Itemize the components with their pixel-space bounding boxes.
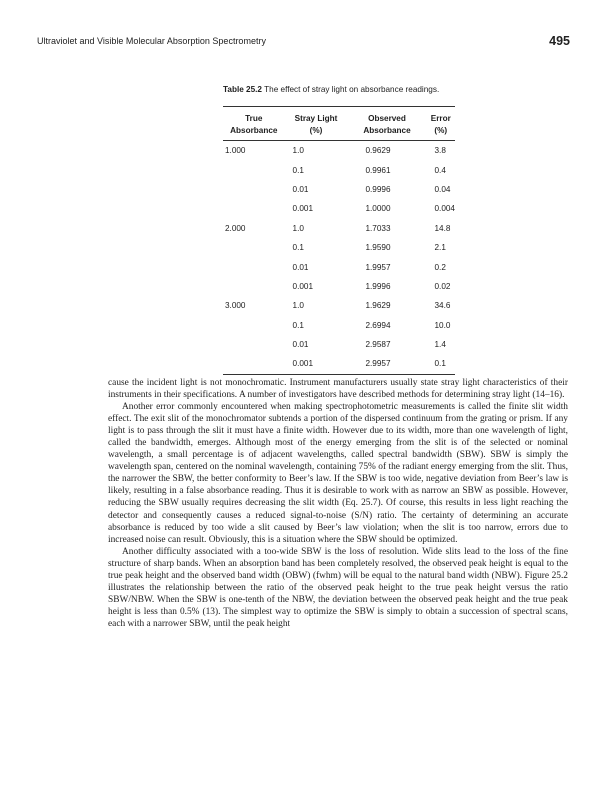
table-cell: 1.9957: [365, 262, 391, 272]
table-cell: 1.9590: [365, 243, 391, 253]
column-header: Observed Absorbance: [347, 107, 426, 141]
table-cell: 10.0: [434, 320, 451, 330]
table-cell: 1.0: [292, 223, 304, 233]
table-cell: 0.9629: [365, 146, 391, 156]
table-caption: [223, 84, 455, 96]
table-cell: 0.1: [427, 354, 456, 374]
body-text: [108, 377, 568, 630]
table-cell: 1.000: [225, 146, 246, 156]
table-cell: 0.9996: [365, 184, 391, 194]
table-caption-text: The effect of stray light on absorbance readings.: [264, 85, 440, 94]
table-cell: 2.1: [434, 243, 446, 253]
table-cell: [223, 180, 285, 199]
table-cell: 3.000: [225, 301, 246, 311]
table-cell: 2.6994: [365, 320, 391, 330]
table-cell: 0.1: [292, 165, 304, 175]
table-cell: [223, 238, 285, 257]
table-cell: [223, 257, 285, 276]
table-row: [223, 199, 455, 218]
table-cell: 0.1: [292, 320, 304, 330]
table-row: [223, 141, 455, 161]
table-cell: 0.04: [434, 184, 451, 194]
table-cell: 2.000: [225, 223, 246, 233]
table-cell: 1.9629: [365, 301, 391, 311]
table-cell: 34.6: [434, 301, 451, 311]
table-header-row: [223, 107, 455, 141]
table-cell: 0.001: [285, 354, 348, 374]
table-row: [223, 277, 455, 296]
table-body: [223, 141, 455, 375]
table-cell: 0.1: [292, 243, 304, 253]
table-cell: 1.0: [292, 301, 304, 311]
table-cell: [223, 354, 285, 374]
table-row: [223, 335, 455, 354]
table-row: [223, 296, 455, 315]
table-cell: 0.01: [292, 340, 309, 350]
column-header: Stray Light (%): [285, 107, 348, 141]
running-head: [37, 36, 570, 46]
table-row: [223, 219, 455, 238]
table-cell: 1.0000: [365, 204, 391, 214]
table-cell: 2.9587: [365, 340, 391, 350]
table-cell: 1.4: [434, 340, 446, 350]
column-header: Error (%): [427, 107, 456, 141]
column-header: True Absorbance: [223, 107, 285, 141]
table-cell: 0.4: [434, 165, 446, 175]
stray-light-table: [223, 106, 455, 375]
table-cell: 0.9961: [365, 165, 391, 175]
table-cell: 1.9996: [365, 281, 391, 291]
table-cell: 0.02: [434, 281, 451, 291]
running-title: Ultraviolet and Visible Molecular Absorption Spectrometry: [37, 36, 266, 46]
table-cell: 0.004: [434, 204, 455, 214]
paragraph: cause the incident light is not monochromatic. Instrument manufacturers usually state stray light characteristics of their instruments in their specifications. A number of investigators have described methods for determining stray light (14–16).: [108, 378, 568, 401]
table-cell: 0.01: [292, 184, 309, 194]
table-row: [223, 180, 455, 199]
table-caption-label: Table 25.2: [223, 85, 262, 94]
table-cell: [223, 277, 285, 296]
table-row: [223, 238, 455, 257]
table-cell: 2.9957: [347, 354, 426, 374]
table-cell: 1.7033: [365, 223, 391, 233]
table-cell: 1.0: [292, 146, 304, 156]
page-number: 495: [549, 34, 570, 48]
table-block: [223, 84, 455, 375]
table-cell: 0.001: [292, 281, 314, 291]
table-cell: [223, 335, 285, 354]
table-cell: 0.001: [292, 204, 314, 214]
table-row: [223, 160, 455, 179]
paragraph: Another error commonly encountered when making spectrophotometric measurements is called the finite slit width effect. The exit slit of the monochromator subtends a portion of the dispersed continuum from the grating or prism. If any light is to pass through the slit it must have a finite width. However due to its width, more than one wavelength of light, called the bandwidth, emerges. Although most of the energy emerging from the slit is of the selected or nominal wavelength, a small percentage is of adjacent wavelengths, called spectral bandwidth (SBW). SBW is simply the wavelength span, centered on the nominal wavelength, containing 75% of the radiant energy emerging from the slit. Thus, the narrower the SBW, the better conformity to Beer’s law. If the SBW is too wide, negative deviation from Beer’s law is likely, resulting in a false absorbance reading. Thus it is desirable to work with as narrow an SBW as possible. However, reducing the SBW usually requires decreasing the slit width (Eq. 25.7). Of course, this results in less light reaching the detector and consequently causes a reduced signal-to-noise (S/N) ratio. The certainty of determining an accurate absorbance is reduced by too wide a slit caused by Beer’s law violation; when the slit is too narrow, errors due to increased noise can result. Obviously, this is a situation where the SBW should be optimized.: [108, 402, 568, 545]
table-cell: 3.8: [434, 146, 446, 156]
table-row: [223, 316, 455, 335]
table-cell: 14.8: [434, 223, 451, 233]
table-row: [223, 257, 455, 276]
table-cell: [223, 160, 285, 179]
table-row: [223, 354, 455, 374]
table-cell: 0.2: [434, 262, 446, 272]
table-cell: [223, 316, 285, 335]
table-cell: 0.01: [292, 262, 309, 272]
table-cell: [223, 199, 285, 218]
paragraph: Another difficulty associated with a too-wide SBW is the loss of resolution. Wide slits lead to the loss of the fine structure of sharp bands. When an absorption band has been completely resolved, the observed peak height is equal to the true peak height and the observed band width (OBW) (fwhm) will be equal to the natural band width (NBW). Figure 25.2 illustrates the relationship between the ratio of the observed peak height to the true peak height versus the ratio SBW/NBW. When the SBW is one-tenth of the NBW, the deviation between the observed peak height and the true peak height is less than 0.5% (13). The simplest way to optimize the SBW is simply to obtain a succession of spectral scans, each with a narrower SBW, until the peak height: [108, 546, 568, 629]
